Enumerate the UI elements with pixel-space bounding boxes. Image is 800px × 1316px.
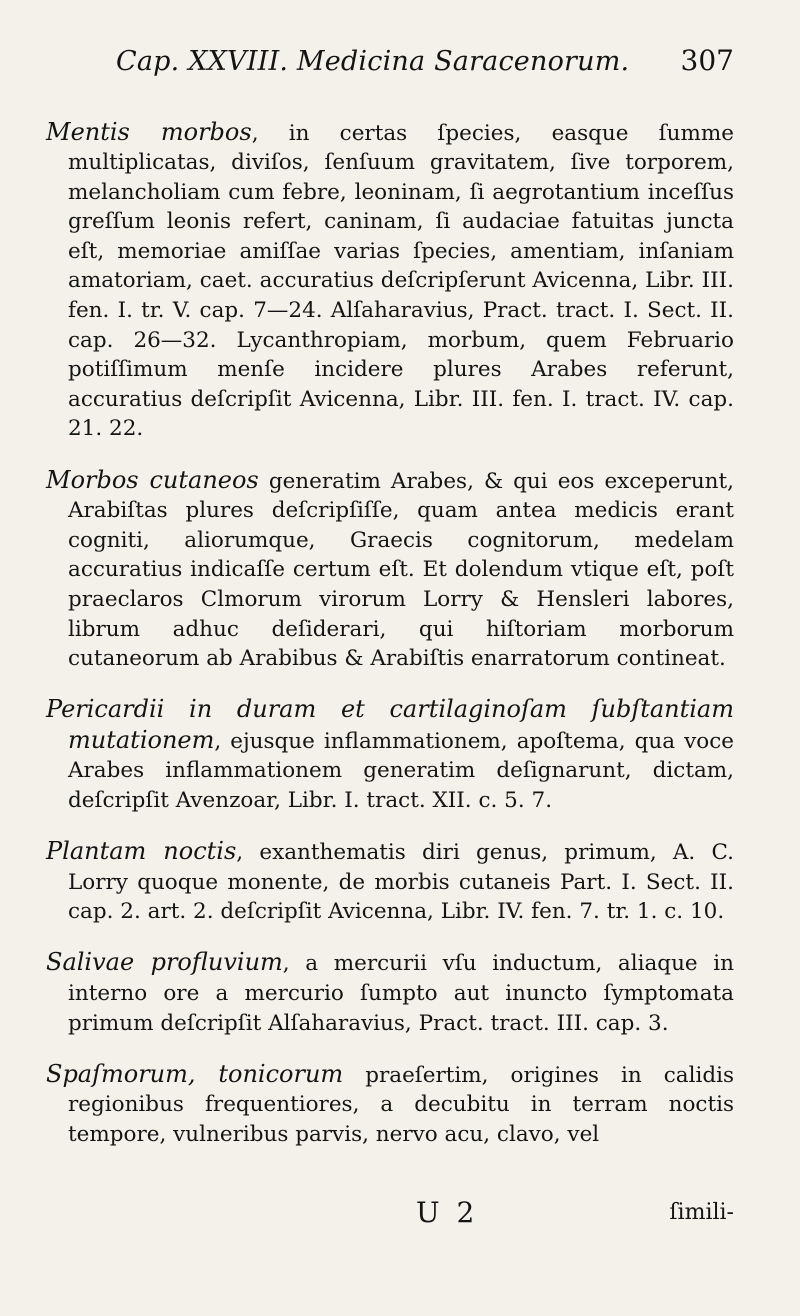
entry-text: , in certas ſpecies, easque ſumme multiplicatas, diviſos, ſenſuum gravitatem, ſive torporem, melancholiam cum febre, leoninam, ſi aegrotantium inceſſus greſſum leonis refert, caninam, ſi audaciae fatuitas juncta eſt, memoriae amiſſae varias ſpecies, amentiam, inſaniam amatoriam, caet. accuratius deſcripſerunt Avicenna, Libr. III. fen. I. tr. V. cap. 7—24. Alſaharavius, Pract. tract. I. Sect. II. cap. 26—32. Lycanthropiam, morbum, quem Februario potiſſimum menſe incidere plures Arabes referunt, accuratius deſcripſit Avicenna, Libr. III. fen. I. tract. IV. cap. 21. 22. [68,120,734,442]
page-number: 307 [680,44,734,77]
entry-text: generatim Arabes, & qui eos exceperunt, Arabiſtas plures deſcripſiſſe, quam antea medicis erant cogniti, aliorumque, Graecis cognitorum, medelam accuratius indicaſſe certum eſt. Et dolendum vtique eſt, poſt praeclaros Clmorum virorum Lorry & Hensleri labores, librum adhuc deſiderari, qui hiſtoriam morborum cutaneorum ab Arabibus & Arabiſtis enarratorum contineat. [68,468,735,672]
catchword: ſimili- [669,1200,734,1225]
entry-term: Mentis morbos [46,117,252,146]
entry-term: Spaſmorum, tonicorum [46,1059,344,1088]
entry-salivae-profluvium [46,948,734,1038]
entry-pericardii [46,695,734,815]
entry-term: Morbos cutaneos [46,465,259,494]
page-footer [46,1196,734,1236]
entry-term: Plantam noctis [46,837,237,866]
running-head: Cap. XXVIII. Medicina Saracenorum. [116,46,630,77]
entry-text: , ejusque inflammationem, apoſtema, qua voce Arabes inflammationem generatim deſignarunt, dictam, deſcripſit Avenzoar, Libr. I. tract. XII. c. 5. 7. [68,728,734,813]
entry-mentis-morbos [46,118,734,445]
signature-mark: U 2 [416,1196,479,1229]
entry-text: , exanthematis diri genus, primum, A. C. Lorry quoque monente, de morbis cutaneis Part. I. Sect. II. cap. 2. art. 2. deſcripſit Avicenna, Libr. IV. fen. 7. tr. 1. c. 10. [68,840,734,925]
entry-spasmorum [46,1060,734,1150]
page-header [46,44,734,96]
entry-text: , a mercurii vſu inductum, aliaque in interno ore a mercurio ſumpto aut inuncto ſymptomata primum deſcripſit Alſaharavius, Pract. tract. III. cap. 3. [68,951,734,1036]
entry-morbos-cutaneos [46,466,734,674]
entry-list [46,118,734,1150]
entry-plantam-noctis [46,837,734,927]
entry-text: praeſertim, origines in calidis regionibus frequentiores, a decubitu in terram noctis tempore, vulneribus parvis, nervo acu, clavo, vel [68,1062,734,1147]
entry-term: Salivae profluvium [46,948,283,977]
entry-term: Pericardii in duram et cartilaginoſam ſubſtantiam mutationem [46,695,734,754]
